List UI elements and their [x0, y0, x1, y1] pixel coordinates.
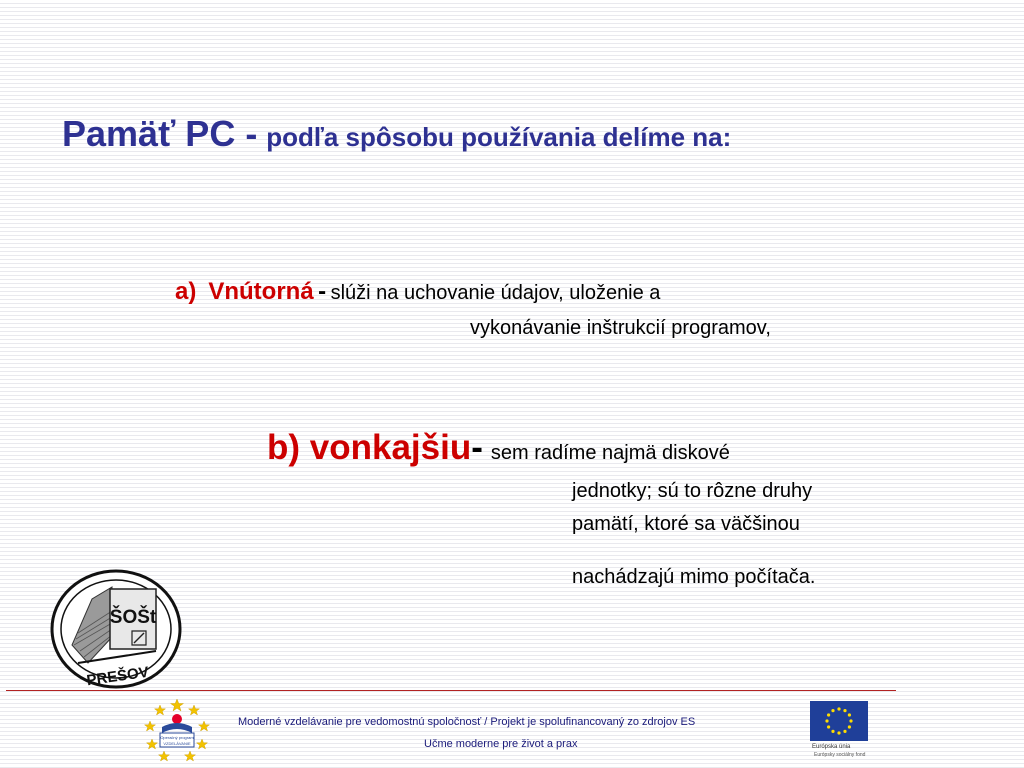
list-marker-a: a) — [175, 278, 197, 305]
footer-project-text: Moderné vzdelávanie pre vedomostnú spoločnosť / Projekt je spolufinancovaný zo zdrojov ES — [238, 716, 696, 728]
school-logo — [48, 567, 184, 691]
slide-title — [62, 113, 731, 155]
term-dash: - — [318, 278, 327, 305]
description-line: slúži na uchovanie údajov, uloženie a — [330, 282, 661, 304]
term-dash: - — [471, 428, 483, 467]
list-item-external-memory — [267, 428, 730, 468]
eu-caption: Európska únia — [812, 744, 851, 750]
term-external: b) vonkajšiu — [267, 428, 472, 467]
eu-subcaption: Európsky sociálny fond — [814, 752, 866, 758]
description-line: jednotky; sú to rôzne druhy — [572, 480, 813, 502]
footer-motto: Učme moderne pre život a prax — [424, 738, 578, 750]
footer-divider — [6, 690, 896, 691]
title-main: Pamäť PC - — [62, 113, 258, 154]
description-line: pamätí, ktoré sa väčšinou — [572, 513, 800, 535]
title-subtitle: podľa spôsobu používania delíme na: — [266, 122, 732, 152]
school-logo-letters: ŠOŠt — [109, 607, 157, 628]
list-item-internal-memory — [175, 278, 660, 306]
esf-program-logo — [140, 697, 214, 763]
eu-flag-icon — [810, 701, 868, 741]
description-line: vykonávanie inštrukcií programov, — [470, 317, 771, 339]
esf-label-bottom: VZDELÁVANIE — [163, 741, 191, 746]
esf-label-top: Operačný program — [160, 735, 194, 740]
term-internal: Vnútorná — [208, 278, 314, 305]
description-line: sem radíme najmä diskové — [490, 442, 730, 464]
school-logo-city: PREŠOV — [85, 663, 150, 690]
description-line: nachádzajú mimo počítača. — [572, 566, 816, 588]
